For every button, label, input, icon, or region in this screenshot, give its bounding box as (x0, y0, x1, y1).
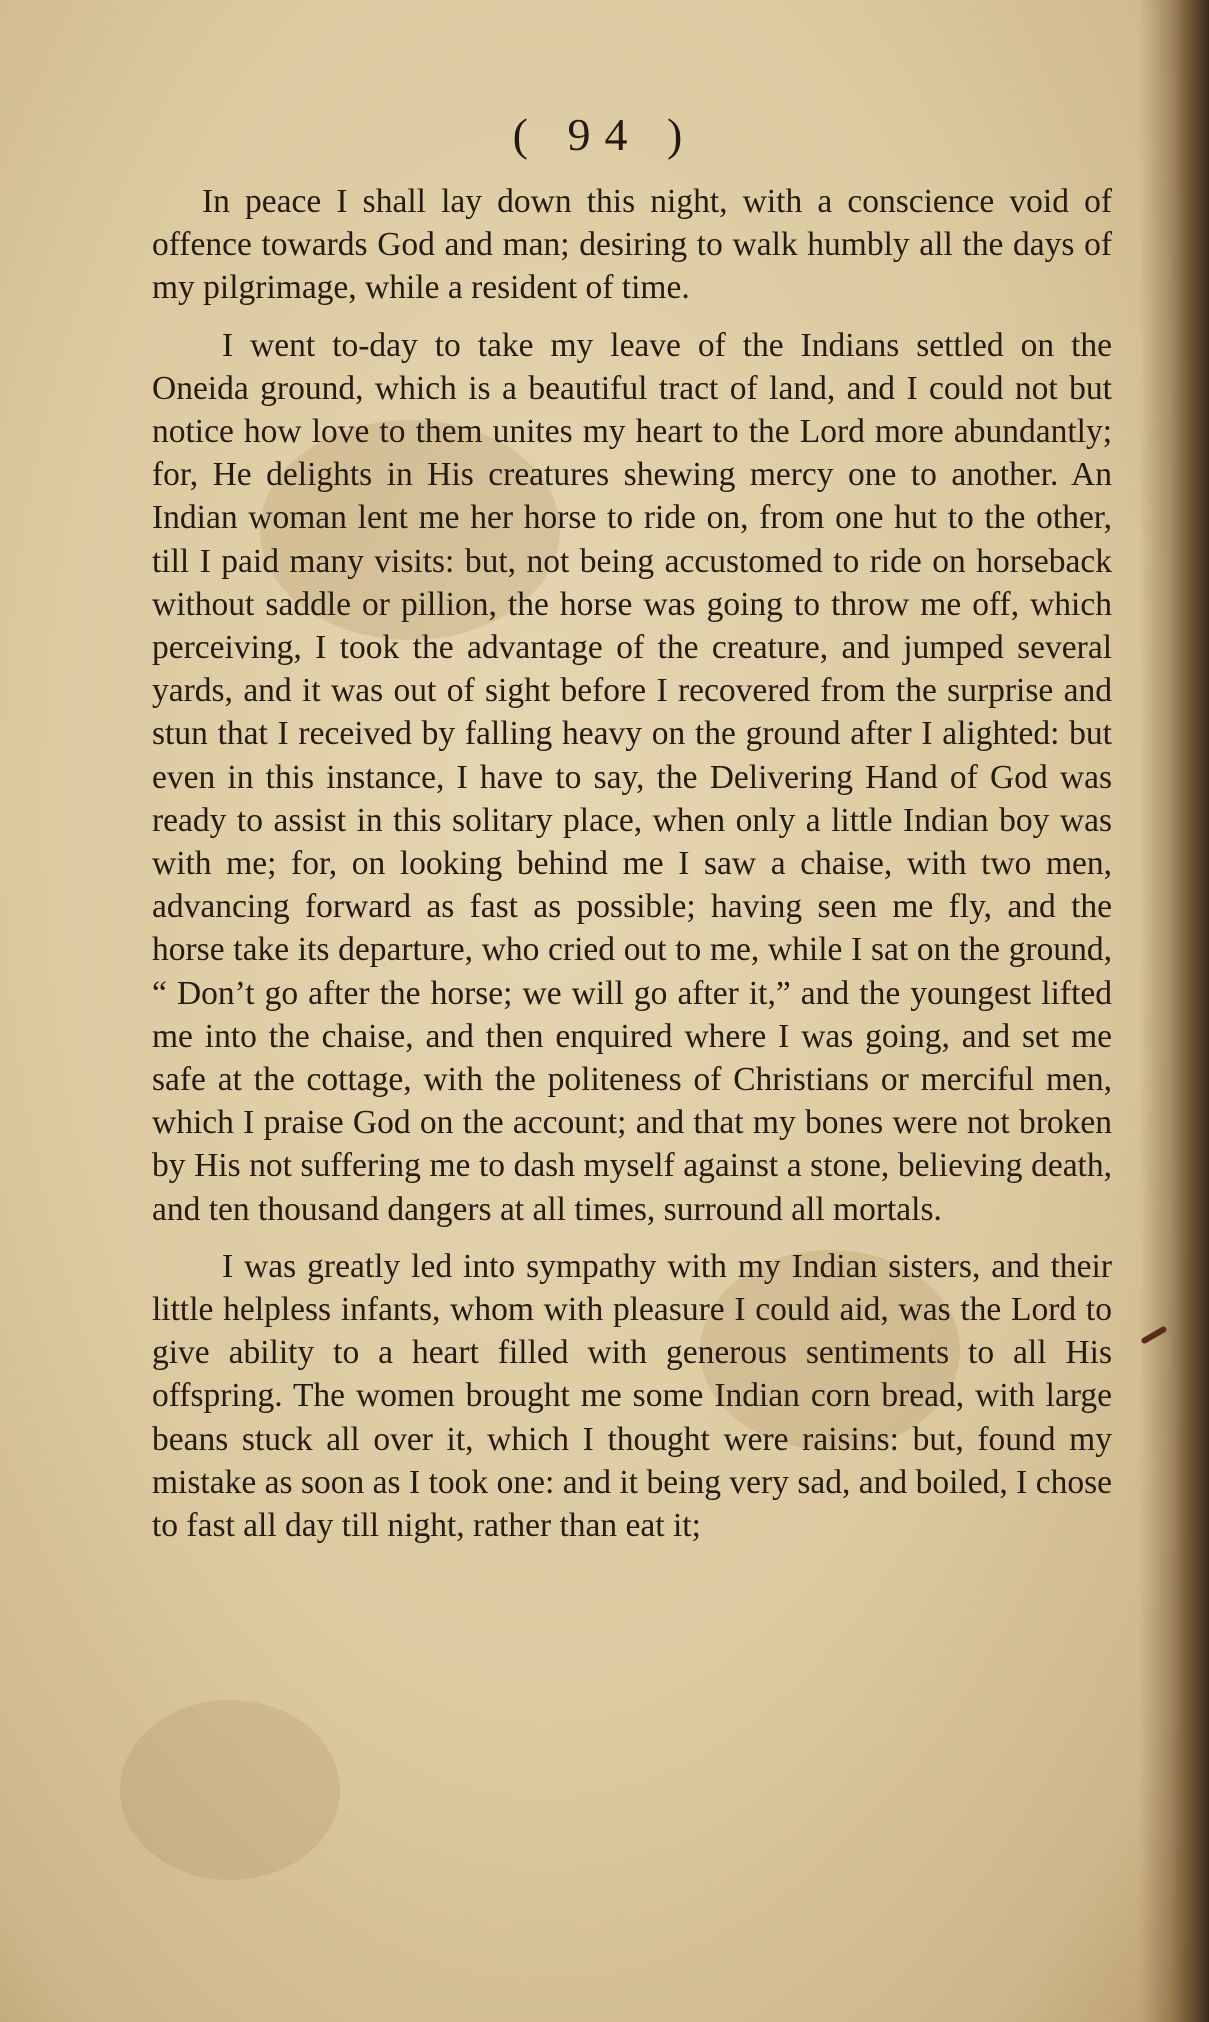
paragraph-2: I went to-day to take my leave of the Indians settled on the Oneida ground, which is a beautiful tract of land, and I could not but notice how love to them unites my heart to the Lord more abundantly; for, He delights in His creatures shewing mercy one to another. An Indian woman lent me her horse to ride on, from one hut to the other, till I paid many visits: but, not being accustomed to ride on horseback without saddle or pillion, the horse was going to throw me off, which perceiving, I took the advantage of the creature, and jumped several yards, and it was out of sight before I recovered from the surprise and stun that I received by falling heavy on the ground after I alighted: but even in this instance, I have to say, the Delivering Hand of God was ready to assist in this solitary place, when only a little Indian boy was with me; for, on looking behind me I saw a chaise, with two men, advancing forward as fast as possible; having seen me fly, and the horse take its departure, who cried out to me, while I sat on the ground, “ Don’t go after the horse; we will go after it,” and the youngest lifted me into the chaise, and then enquired where I was going, and set me safe at the cottage, with the politeness of Christians or merciful men, which I praise God on the account; and that my bones were not broken by His not suffering me to dash myself against a stone, believing death, and ten thousand dangers at all times, surround all mortals. (152, 326, 1112, 1228)
paper-stain (120, 1700, 340, 1880)
paragraph-1: In peace I shall lay down this night, with a conscience void of offence towards God and man; desiring to walk humbly all the days of my pilgrimage, while a resident of time. (152, 183, 1112, 307)
page-binding-shadow (1139, 0, 1209, 2022)
page-number: ( 94 ) (512, 109, 697, 160)
paragraph-3: I was greatly led into sympathy with my Indian sisters, and their little helpless infants, whom with pleasure I could aid, was the Lord to give ability to a heart filled with generous sentiments to all His offspring. The women brought me some Indian corn bread, with large beans stuck all over it, which I thought were raisins: but, found my mistake as soon as I took one: and it being very sad, and boiled, I chose to fast all day till night, rather than eat it; (152, 1247, 1112, 1545)
page-body-text (152, 180, 1112, 1547)
